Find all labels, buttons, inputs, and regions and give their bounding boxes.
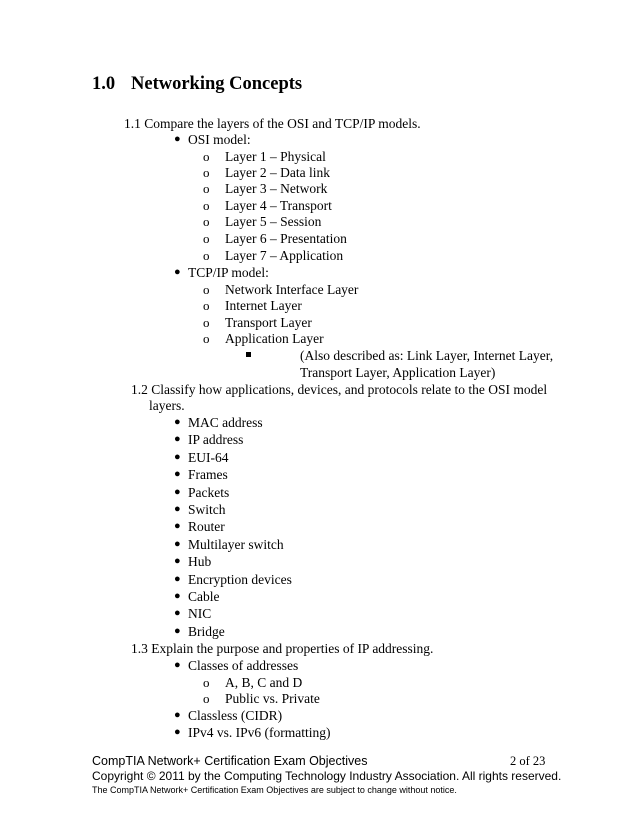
heading-number: 1.0 <box>92 74 116 94</box>
tcpip-model-label: TCP/IP model: <box>188 265 269 280</box>
circle-bullet-icon: o <box>203 282 210 297</box>
osi-layer-item: Layer 7 – Application <box>225 248 344 263</box>
tcpip-layer-item: Transport Layer <box>225 315 312 330</box>
list-item: A, B, C and D <box>225 675 303 690</box>
list-item: Multilayer switch <box>188 537 284 552</box>
circle-bullet-icon: o <box>203 675 210 690</box>
list-item: Bridge <box>188 624 225 639</box>
circle-bullet-icon: o <box>203 298 210 313</box>
section-1-2-title-line2: layers. <box>149 398 185 413</box>
list-item: EUI-64 <box>188 450 229 465</box>
list-item: Classless (CIDR) <box>188 708 283 723</box>
bullet-icon: ● <box>174 433 181 445</box>
circle-bullet-icon: o <box>203 248 210 263</box>
tcpip-layer-item: Internet Layer <box>225 298 302 313</box>
bullet-icon: ● <box>174 451 181 463</box>
list-item: Router <box>188 519 225 534</box>
bullet-icon: ● <box>174 625 181 637</box>
list-item: Switch <box>188 502 226 517</box>
list-item: Cable <box>188 589 220 604</box>
list-item: Packets <box>188 485 230 500</box>
list-item: IP address <box>188 432 244 447</box>
bullet-icon: ● <box>174 590 181 602</box>
bullet-icon: ● <box>174 468 181 480</box>
bullet-icon: ● <box>174 726 181 738</box>
circle-bullet-icon: o <box>203 198 210 213</box>
osi-layer-item: Layer 3 – Network <box>225 181 328 196</box>
list-item: IPv4 vs. IPv6 (formatting) <box>188 725 331 740</box>
heading-title: Networking Concepts <box>131 74 303 94</box>
list-item: Classes of addresses <box>188 658 299 673</box>
bullet-icon: ● <box>174 573 181 585</box>
tcpip-layer-item: Application Layer <box>225 331 324 346</box>
footer-page-number: 2 of 23 <box>510 754 546 768</box>
list-item: Hub <box>188 554 212 569</box>
footer-copyright: Copyright © 2011 by the Computing Technology Industry Association. All rights reserved. <box>92 769 562 783</box>
bullet-icon: ● <box>174 607 181 619</box>
list-item: Encryption devices <box>188 572 292 587</box>
section-1-3-title: 1.3 Explain the purpose and properties of IP addressing. <box>131 641 434 656</box>
bullet-icon: ● <box>174 486 181 498</box>
circle-bullet-icon: o <box>203 165 210 180</box>
bullet-icon: ● <box>174 555 181 567</box>
list-item: MAC address <box>188 415 263 430</box>
list-item: Public vs. Private <box>225 691 320 706</box>
circle-bullet-icon: o <box>203 315 210 330</box>
circle-bullet-icon: o <box>203 691 210 706</box>
bullet-icon: ● <box>174 538 181 550</box>
page-heading <box>92 74 302 95</box>
osi-model-label: OSI model: <box>188 132 251 147</box>
circle-bullet-icon: o <box>203 149 210 164</box>
bullet-icon: ● <box>174 520 181 532</box>
section-1-2-title-line1: 1.2 Classify how applications, devices, and protocols relate to the OSI model <box>131 382 548 397</box>
osi-layer-item: Layer 5 – Session <box>225 214 322 229</box>
tcpip-layer-item: Network Interface Layer <box>225 282 359 297</box>
circle-bullet-icon: o <box>203 181 210 196</box>
bullet-icon: ● <box>174 416 181 428</box>
osi-layer-item: Layer 6 – Presentation <box>225 231 347 246</box>
bullet-icon: ● <box>174 133 181 145</box>
osi-layer-item: Layer 1 – Physical <box>225 149 326 164</box>
bullet-icon: ● <box>174 503 181 515</box>
list-item: NIC <box>188 606 212 621</box>
section-1-1-title: 1.1 Compare the layers of the OSI and TCP/IP models. <box>124 116 421 131</box>
footer-notice: The CompTIA Network+ Certification Exam Objectives are subject to change without notice. <box>92 785 457 795</box>
osi-layer-item: Layer 2 – Data link <box>225 165 330 180</box>
bullet-icon: ● <box>174 266 181 278</box>
tcpip-note-line2: Transport Layer, Application Layer) <box>300 365 496 380</box>
tcpip-note-line1: (Also described as: Link Layer, Internet Layer, <box>300 348 554 363</box>
circle-bullet-icon: o <box>203 231 210 246</box>
footer-doc-title: CompTIA Network+ Certification Exam Objectives <box>92 754 368 768</box>
square-bullet-icon <box>246 352 251 357</box>
circle-bullet-icon: o <box>203 214 210 229</box>
osi-layer-item: Layer 4 – Transport <box>225 198 332 213</box>
list-item: Frames <box>188 467 228 482</box>
bullet-icon: ● <box>174 709 181 721</box>
circle-bullet-icon: o <box>203 331 210 346</box>
bullet-icon: ● <box>174 659 181 671</box>
